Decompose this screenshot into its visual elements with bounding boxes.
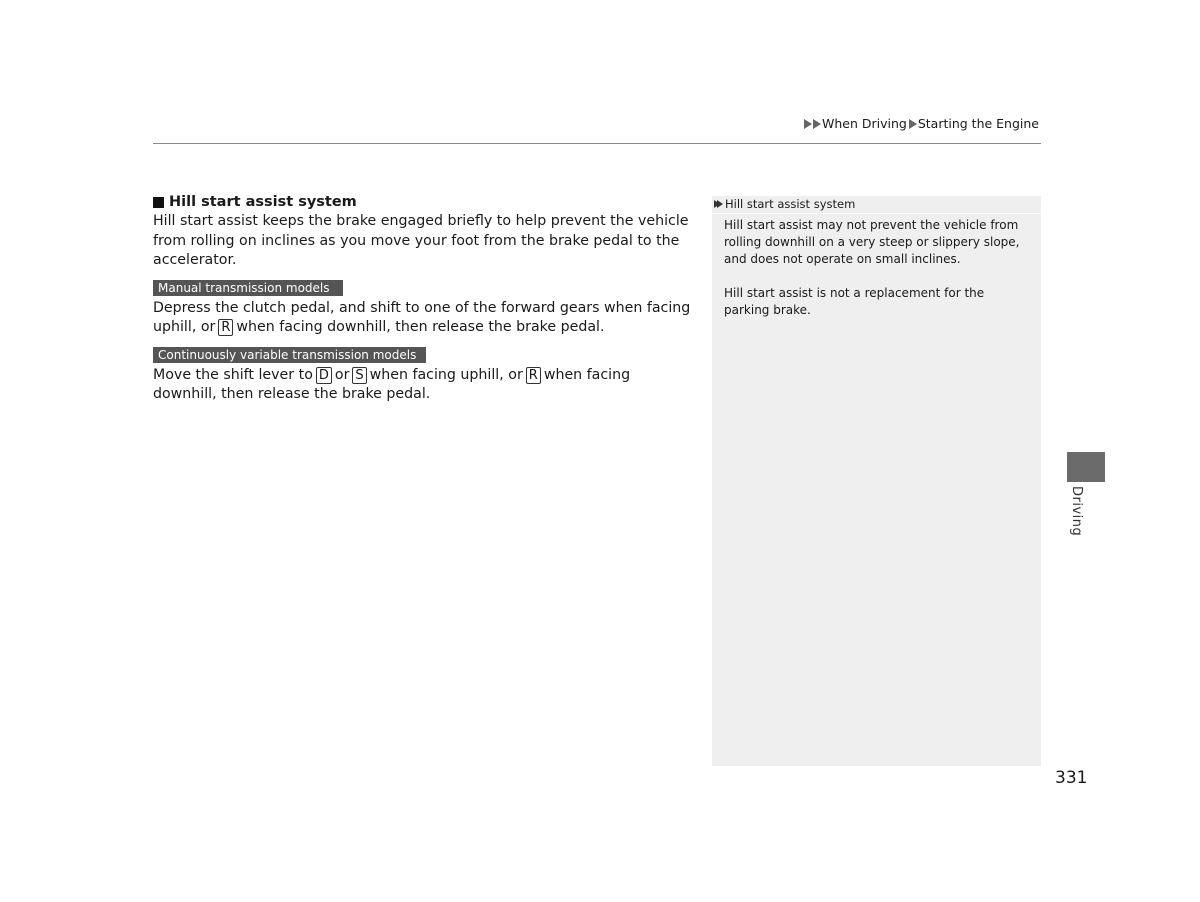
- manual-instructions: [153, 299, 698, 338]
- breadcrumb-item[interactable]: When Driving: [821, 116, 907, 131]
- reverse-key-icon: R: [218, 319, 233, 336]
- page-number: 331: [1055, 768, 1088, 788]
- chapter-tab[interactable]: [1067, 452, 1105, 482]
- manual-text-before: Depress the clutch pedal, and shift to one of the forward gears when facing uphill, or: [153, 299, 691, 335]
- sidebar-title-text: Hill start assist system: [725, 197, 856, 211]
- main-content: [153, 193, 698, 405]
- cvt-text-4: when facing downhill, then release the brake pedal.: [153, 366, 631, 402]
- breadcrumb-arrow-icon: [909, 119, 917, 129]
- sidebar-heading: [712, 196, 1041, 214]
- breadcrumb-arrow-icon: [813, 119, 821, 129]
- header-divider: [153, 143, 1041, 144]
- section-title-text: Hill start assist system: [169, 194, 357, 210]
- manual-transmission-tag: Manual transmission models: [153, 280, 343, 296]
- square-bullet-icon: [153, 197, 164, 208]
- reverse-key-icon: R: [526, 367, 541, 384]
- chapter-label: Driving: [1069, 486, 1084, 537]
- breadcrumb: [804, 116, 1041, 131]
- cvt-tag: Continuously variable transmission models: [153, 347, 426, 363]
- reference-arrow-icon: [714, 200, 724, 209]
- cvt-instructions: [153, 366, 698, 405]
- sidebar-paragraph: Hill start assist may not prevent the vehicle from rolling downhill on a very steep or slippery slope, and does not operate on small inclines.: [724, 218, 1020, 266]
- notes-sidebar: [712, 196, 1041, 766]
- section-heading: [153, 193, 698, 212]
- sport-key-icon: S: [352, 367, 366, 384]
- sidebar-paragraph: Hill start assist is not a replacement for the parking brake.: [724, 286, 985, 317]
- cvt-text-3: when facing uphill, or: [369, 366, 523, 383]
- drive-key-icon: D: [316, 367, 332, 384]
- manual-text-after: when facing downhill, then release the brake pedal.: [236, 319, 605, 335]
- cvt-text-1: Move the shift lever to: [153, 366, 313, 383]
- breadcrumb-item[interactable]: Starting the Engine: [917, 116, 1039, 131]
- cvt-text-2: or: [334, 366, 350, 383]
- intro-paragraph: Hill start assist keeps the brake engaged briefly to help prevent the vehicle from rolling on inclines as you move your foot from the brake pedal to the accelerator.: [153, 213, 689, 268]
- sidebar-body: [712, 214, 1041, 319]
- breadcrumb-arrow-icon: [804, 119, 812, 129]
